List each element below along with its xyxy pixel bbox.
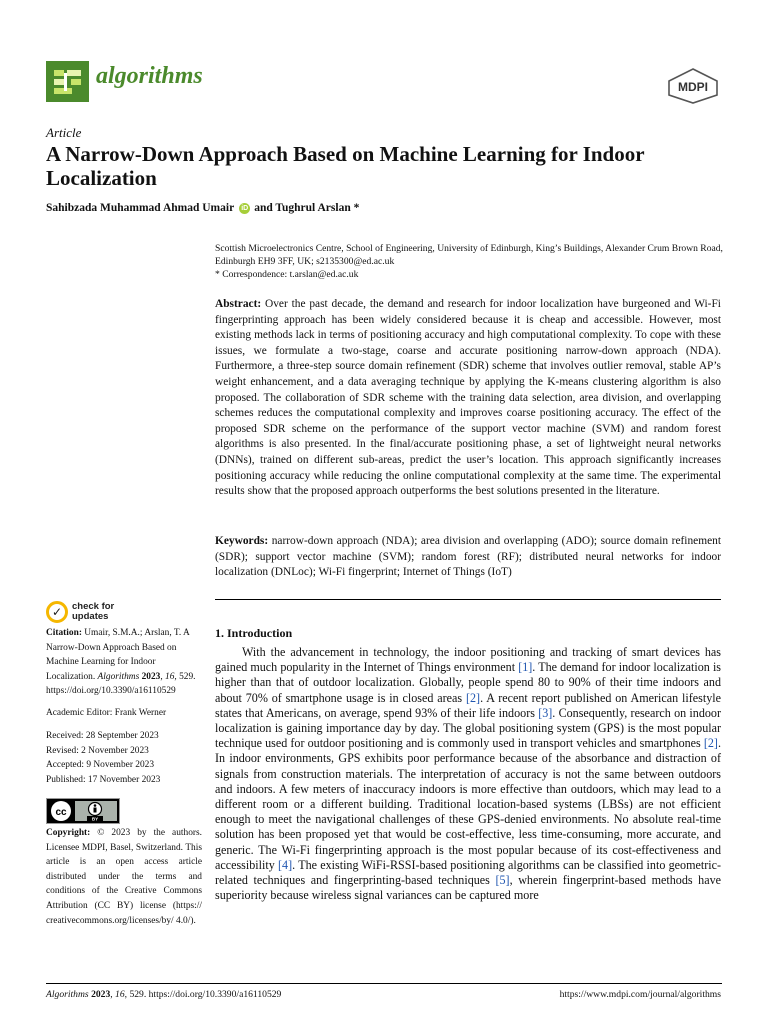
intro-text: . The demand for indoor localization is higher than that of outdoor localization. Globally, people spend 80 to 90% of their time indoors and about 70% of smartphone usage is in closed areas	[215, 660, 722, 705]
reference-link[interactable]: [2]	[465, 690, 481, 705]
citation-doi[interactable]: , 529. https://doi.org/10.3390/a16110529	[46, 671, 196, 697]
abstract-text: Over the past decade, the demand and research for indoor localization have burgeoned and Wi-Fi fingerprinting approach has been widely considered because it is cheap and accessible. However, most existing methods lack in terms of positioning accuracy and high computational complexity. To cope with these issues, we formulate a two-stage, coarse and accurate positioning narrow-down approach (NDA). Furthermore, a three-step source domain refinement (SDR) scheme that involves outlier removal, stable AP’s weight enhancement, and a data averaging technique by applying the K-means clustering algorithm is also proposed. The collaboration of SDR scheme with the training data selection, area division, and overlapping schemes reduces the computational complexity and improves coarse positioning accuracy. The effect of the proposed SDR scheme on the performance of the support vector machine (SVM) and random forest algorithms is also presented. In the final/accurate positioning phase, a set of lightweight neural networks (DNNs), trained on different sub-areas, predict the user’s location. This approach significantly increases positioning accuracy while reducing the online computational complexity at the same time. The experimental results show that the proposed approach outperforms the best solutions presented in the literature.	[215, 298, 721, 498]
publication-dates	[46, 729, 202, 787]
citation-journal: Algorithms	[97, 671, 140, 682]
mdpi-logo-icon	[665, 67, 721, 105]
citation-text: Umair, S.M.A.; Arslan, T. A Narrow-Down Approach Based on Machine Learning for Indoor Localization.	[46, 628, 190, 682]
keywords	[215, 534, 721, 581]
intro-text: . Consequently, research on indoor localization is gaining importance day by day. The global positioning system (GPS) is the most popular technique used for outdoor positioning and is commonly used in transport vehicles and smartphones	[215, 705, 722, 751]
citation-volume: 16	[165, 671, 175, 682]
divider	[215, 599, 721, 600]
algorithms-logo-icon	[46, 61, 89, 102]
citation-label: Citation:	[46, 628, 82, 638]
footer-volume: 16	[115, 989, 125, 1000]
intro-text: . A recent report published on American lifestyle states that Americans, on average, spend 93% of their life indoors	[215, 690, 721, 720]
article-type: Article	[46, 125, 82, 140]
footer-journal: Algorithms	[46, 989, 89, 1000]
keywords-label: Keywords:	[215, 535, 269, 547]
date-received: Received: 28 September 2023	[46, 731, 159, 741]
footer-doi[interactable]: , 529. https://doi.org/10.3390/a16110529	[124, 989, 282, 1000]
cc-by-license-icon[interactable]	[46, 798, 120, 824]
journal-name: algorithms	[96, 63, 203, 89]
abstract	[215, 297, 721, 500]
reference-link[interactable]: [1]	[518, 660, 533, 675]
copyright-label: Copyright:	[46, 828, 91, 838]
check-updates-line2: updates	[72, 611, 109, 622]
author-list	[46, 202, 359, 214]
section-heading-introduction: 1. Introduction	[215, 626, 293, 640]
copyright-text: © 2023 by the authors. Licensee MDPI, Basel, Switzerland. This article is an open access article distributed under the terms and conditions of the Creative Commons Attribution (CC BY) license (https:// creativecommons.org/licenses/by/ 4.0/).	[46, 828, 202, 926]
svg-text:cc: cc	[55, 807, 67, 818]
intro-text: . The existing WiFi-RSSI-based positioning algorithms can be classified into geometric-related techniques and fingerprinting-based techniques	[215, 857, 721, 888]
reference-link[interactable]: [3]	[538, 705, 553, 720]
check-updates-label	[72, 602, 114, 622]
footer-journal-url[interactable]: https://www.mdpi.com/journal/algorithms	[559, 989, 721, 1000]
date-published: Published: 17 November 2023	[46, 774, 161, 785]
reference-link[interactable]: [4]	[278, 857, 293, 872]
footer-divider	[46, 983, 722, 984]
intro-text: With the advancement in technology, the indoor positioning and tracking of smart devices has gained much popularity in the Internet of Things environment	[215, 645, 721, 675]
check-updates-line1: check for	[72, 601, 115, 612]
date-accepted: Accepted: 9 November 2023	[46, 760, 155, 771]
date-revised: Revised: 2 November 2023	[46, 745, 149, 756]
keywords-text: narrow-down approach (NDA); area division and overlapping (ADO); source domain refinement (SDR); support vector machine (SVM); random forest (RF); distributed neural networks for indoor localization (DNLoc); Wi-Fi fingerprint; Internet of Things (IoT)	[215, 535, 721, 579]
footer-citation: Algorithms 2023, 16, 529. https://doi.org/10.3390/a16110529	[46, 989, 282, 1000]
affiliation: Scottish Microelectronics Centre, School of Engineering, University of Edinburgh, King’s Buildings, Alexander Crum Brown Road, Edinburgh EH9 3FF, UK; s2135300@ed.ac.uk	[215, 243, 723, 267]
orcid-icon[interactable]: iD	[241, 204, 249, 212]
article-title: A Narrow-Down Approach Based on Machine Learning for Indoor Localization	[46, 142, 645, 190]
introduction-paragraph	[215, 645, 721, 903]
svg-text:BY: BY	[91, 816, 99, 822]
intro-text: . In indoor environments, GPS exhibits poor performance because of the absorbance and distraction of signals from construction materials. The interpretation of accuracy is not the same between outdoors and indoors. A few meters of inaccuracy indoors is more effective than outdoors, which may lead to a different room or a different building. Traditional location-based systems (LBSs) are not efficient enough to meet the navigational challenges of these GPS-denied environments. No absolute real-time solution has been proposed yet that would be cost-effective, less time-consuming, more accurate, and generic. The Wi-Fi fingerprinting approach is the most popular because of its cost-effectiveness and accessibility	[215, 736, 721, 872]
author-umair[interactable]: Sahibzada Muhammad Ahmad Umair	[46, 202, 235, 214]
mdpi-logo-text: MDPI	[678, 80, 708, 94]
journal-logo	[46, 61, 89, 102]
citation: Citation: Umair, S.M.A.; Arslan, T. A Narrow-Down Approach Based on Machine Learning for Indoor Localization. Algorithms 2023, 16, 529. https://doi.org/10.3390/a16110529	[46, 628, 196, 697]
academic-editor: Academic Editor: Frank Werner	[46, 708, 167, 718]
abstract-label: Abstract:	[215, 298, 262, 310]
check-for-updates-icon: ✓	[46, 601, 68, 623]
check-for-updates-button[interactable]	[46, 601, 114, 623]
citation-year: 2023	[141, 671, 161, 682]
reference-link[interactable]: [2]	[703, 736, 718, 751]
intro-text: , wherein fingerprint-based methods have superiority because wireless signal variances can be captured more	[215, 873, 721, 903]
copyright	[46, 826, 202, 928]
correspondence: * Correspondence: t.arslan@ed.ac.uk	[215, 269, 359, 280]
footer-year: 2023	[91, 989, 111, 1000]
author-arslan[interactable]: and Tughrul Arslan *	[254, 202, 360, 214]
reference-link[interactable]: [5]	[495, 873, 510, 888]
